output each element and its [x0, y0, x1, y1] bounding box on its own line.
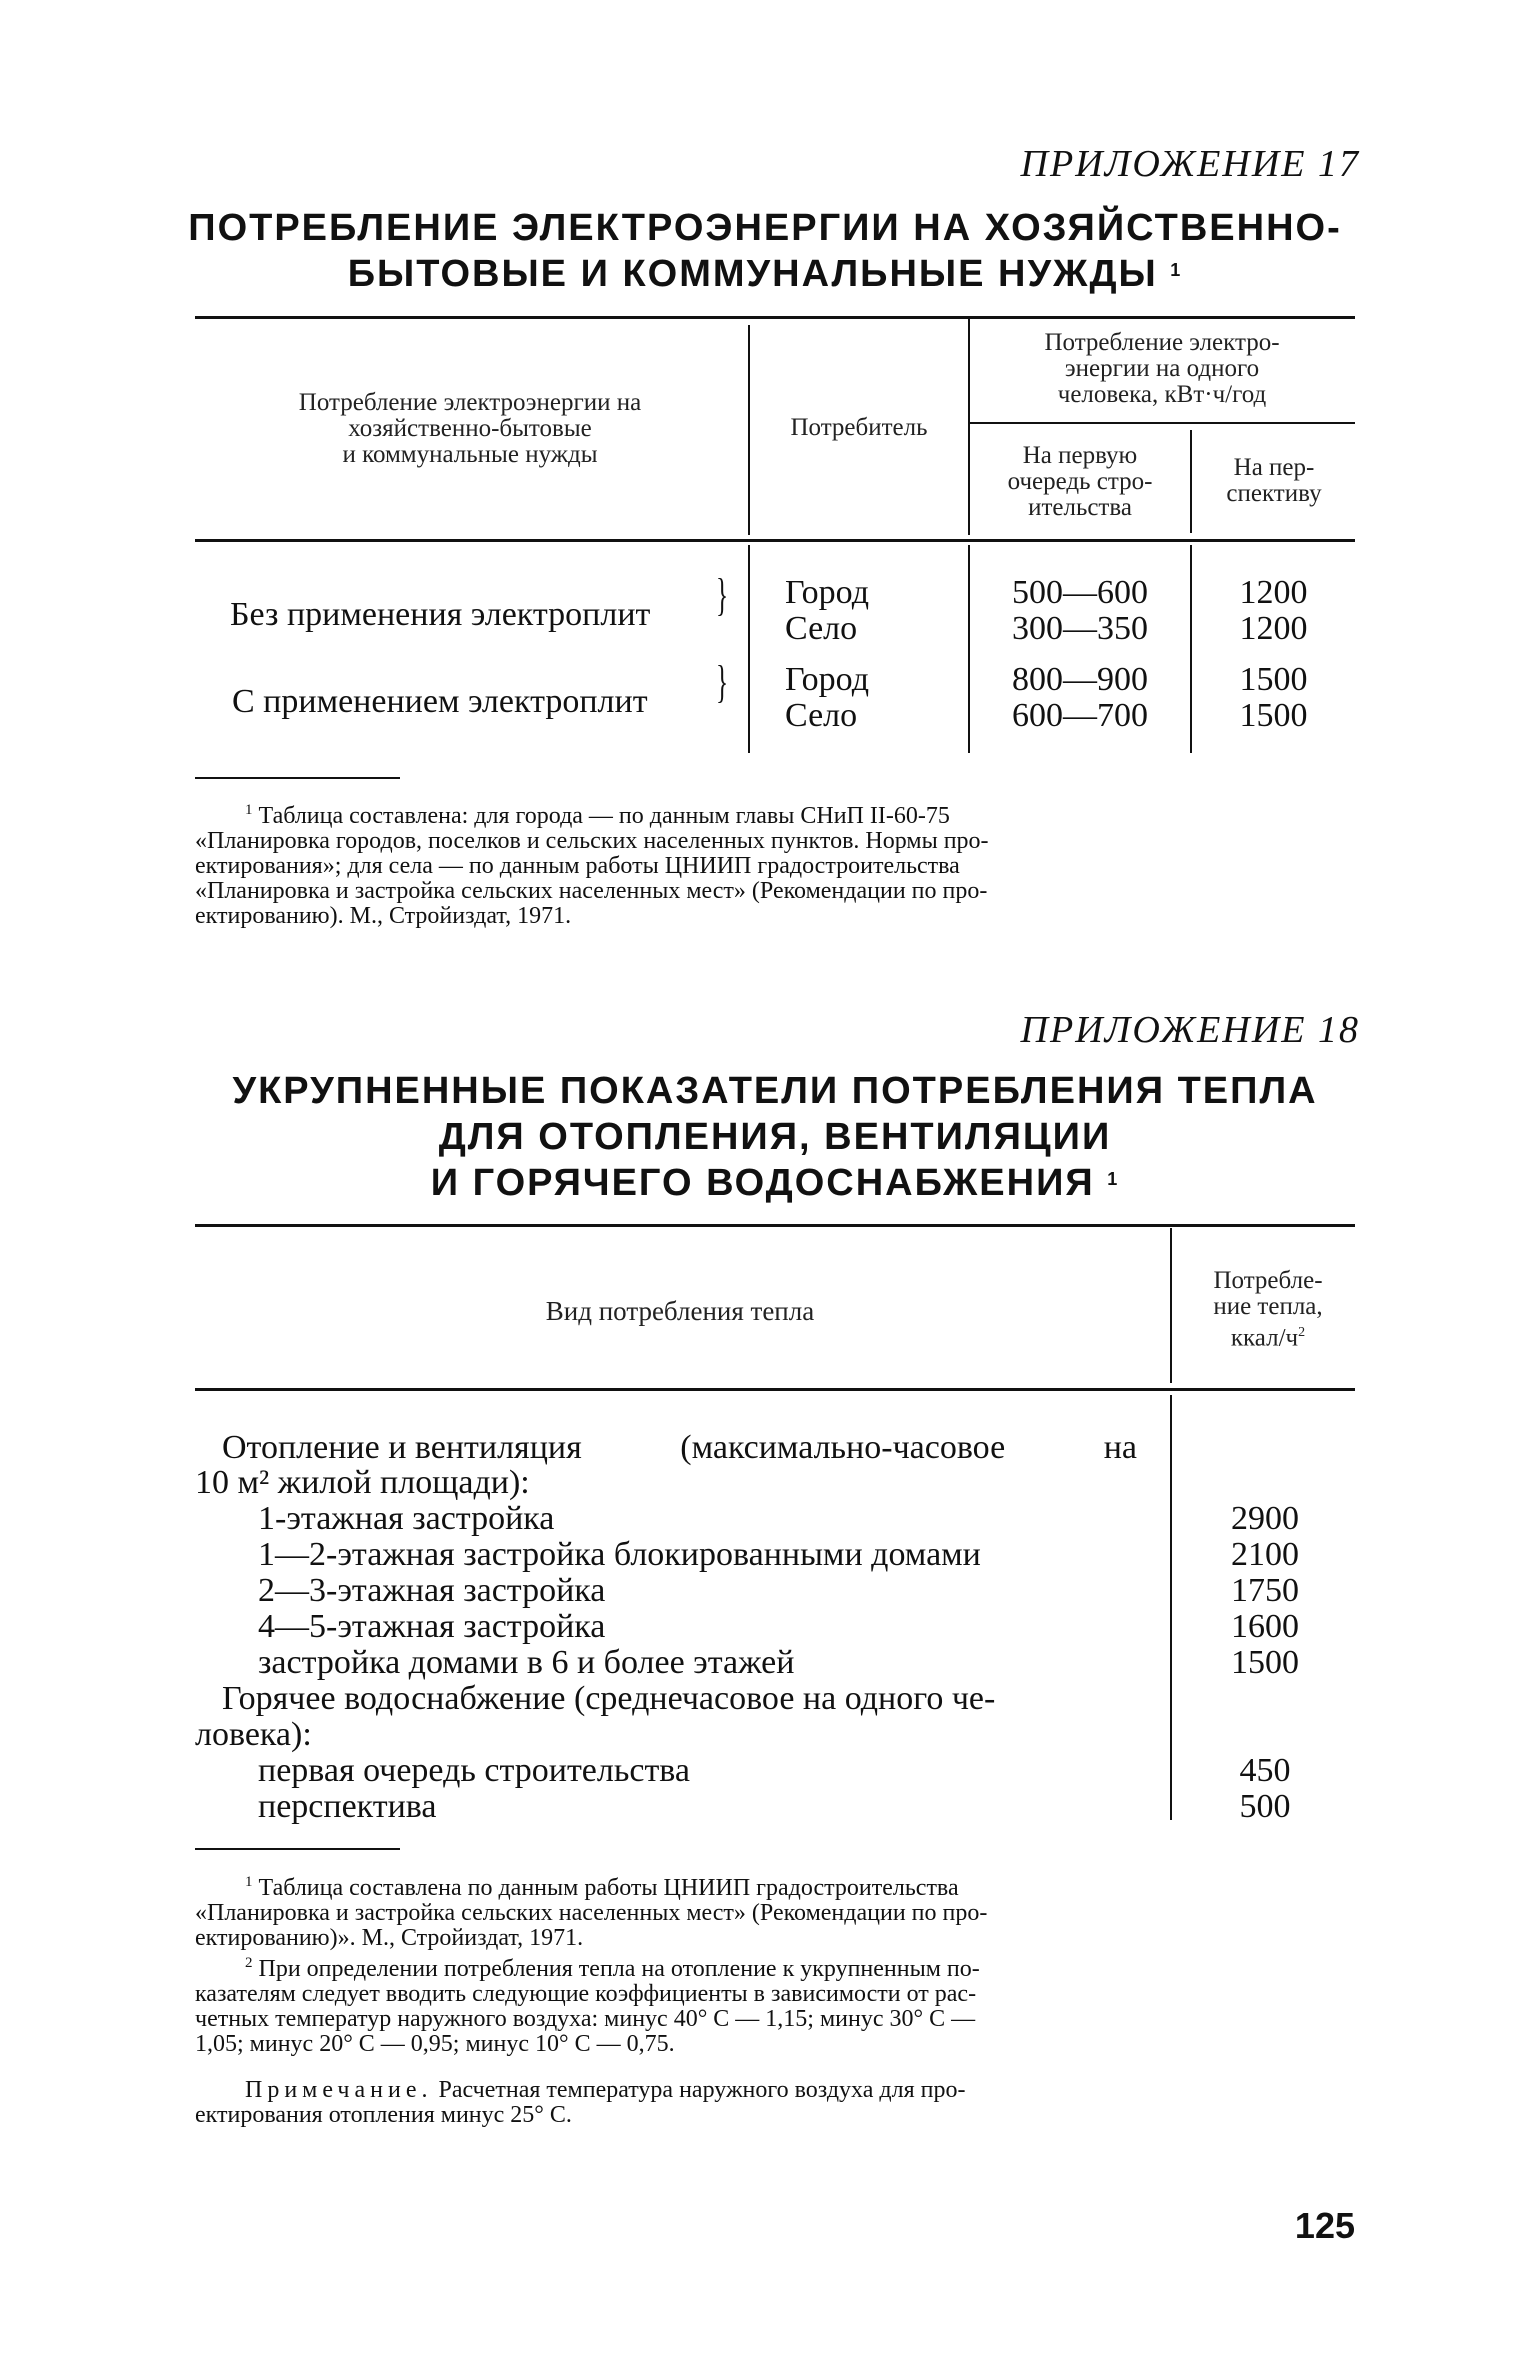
table-header-rule	[195, 539, 1355, 542]
list-item: перспектива	[258, 1788, 437, 1825]
consumer-city: Город	[785, 574, 869, 611]
brace-glyph: }	[716, 569, 729, 620]
list-item: 1—2-этажная застройка блокированными домами	[258, 1536, 981, 1573]
value-cell: 500—600	[1012, 574, 1148, 611]
table-top-rule	[195, 316, 1355, 319]
header-text: очередь стро-	[1007, 468, 1153, 495]
value-cell: 1500	[1239, 661, 1308, 698]
title-line: БЫТОВЫЕ И КОММУНАЛЬНЫЕ НУЖДЫ $^1$	[347, 253, 1183, 295]
group-heading: 10 м² жилой площади):	[195, 1464, 530, 1501]
footnote-text: При определении потребления тепла на отопление к укрупненным по-	[258, 1956, 980, 1982]
footnote-text: Таблица составлена по данным работы ЦНИИП градостроительства	[258, 1875, 959, 1901]
footnote	[195, 1870, 1355, 2057]
header-text: Потребле-	[1213, 1267, 1323, 1294]
value-cell: 300—350	[1012, 610, 1148, 647]
page-number: 125	[1294, 2205, 1355, 2246]
group-heading: ловека):	[195, 1716, 312, 1753]
value-cell: 600—700	[1012, 697, 1148, 734]
group-heading: Горячее водоснабжение (среднечасовое на одного че-	[222, 1680, 996, 1717]
footnote-text: «Планировка и застройка сельских населенных мест» (Рекомендации по про-	[195, 878, 988, 904]
footnote-ref: 2	[1298, 1325, 1306, 1340]
header-text: ительства	[1028, 494, 1132, 521]
table-header-rule	[195, 1388, 1355, 1391]
appendix-18-title	[195, 1068, 1355, 1206]
title-line: ПОТРЕБЛЕНИЕ ЭЛЕКТРОЭНЕРГИИ НА ХОЗЯЙСТВЕННО-	[188, 207, 1342, 249]
column-divider	[1170, 1228, 1172, 1383]
footnote-text: 1,05; минус 20° С — 0,95; минус 10° С — 0,75.	[195, 2031, 675, 2057]
consumer-cell	[785, 575, 965, 647]
header-text: Потребление электро-	[1044, 329, 1280, 356]
title-line: И ГОРЯЧЕГО ВОДОСНАБЖЕНИЯ $^1$	[430, 1162, 1120, 1204]
footnote	[195, 798, 1355, 929]
footnote-ref: 1	[1170, 260, 1183, 280]
footnote-text: «Планировка и застройка сельских населенных мест» (Рекомендации по про-	[195, 1900, 988, 1926]
subheader-rule	[970, 422, 1355, 424]
footnote-rule	[195, 1848, 400, 1850]
consumer-city: Город	[785, 661, 869, 698]
footnote-mark: 2	[245, 1955, 253, 1971]
row-label: С применением электроплит	[232, 683, 648, 720]
header-text: На первую	[1022, 442, 1138, 469]
header-text: Потребление электроэнергии на	[298, 389, 642, 416]
row-label: Без применения электроплит	[230, 596, 651, 633]
header-text: энергии на одного	[1064, 355, 1260, 382]
column-divider	[1190, 430, 1192, 533]
appendix-17-label: ПРИЛОЖЕНИЕ 17	[1020, 143, 1360, 185]
value-cell: 1750	[1231, 1572, 1299, 1609]
list-item: 1-этажная застройка	[258, 1500, 555, 1537]
first-stage-cell	[970, 662, 1190, 734]
value-cell: 800—900	[1012, 661, 1148, 698]
header-text: ние тепла,	[1213, 1293, 1323, 1320]
footnote-mark: 1	[245, 802, 253, 818]
header-cell-heat-type: Вид потребления тепла	[545, 1296, 815, 1326]
title-line: ДЛЯ ОТОПЛЕНИЯ, ВЕНТИЛЯЦИИ	[438, 1116, 1112, 1158]
footnote-text: ектированию). М., Стройиздат, 1971.	[195, 903, 572, 929]
appendix-17-title	[180, 205, 1350, 297]
header-text: и коммунальные нужды	[342, 441, 598, 468]
column-divider	[1170, 1395, 1172, 1820]
list-item: 4—5-этажная застройка	[258, 1608, 606, 1645]
text-span: (максимально-часовое	[680, 1429, 1006, 1466]
first-stage-cell	[970, 575, 1190, 647]
header-cell-consumer: Потребитель	[790, 414, 928, 441]
consumer-cell	[785, 662, 965, 734]
consumer-village: Село	[785, 610, 858, 647]
note-label: Примечание.	[245, 2077, 433, 2103]
header-text: На пер-	[1233, 454, 1315, 481]
consumer-village: Село	[785, 697, 858, 734]
group-heading	[222, 1430, 1137, 1466]
footnote-text: ектирования»; для села — по данным работы ЦНИИП градостроительства	[195, 853, 960, 879]
header-text: ккал/$ч^2$	[1230, 1324, 1306, 1352]
footnote-text: четных температур наружного воздуха: минус 40° С — 1,15; минус 30° С —	[195, 2006, 976, 2032]
header-text: хозяйственно-бытовые	[348, 415, 592, 442]
footnote-text: казателям следует вводить следующие коэффициенты в зависимости от рас-	[195, 1981, 977, 2007]
footnote-text: Таблица составлена: для города — по данным главы СНиП II-60-75	[258, 803, 950, 829]
future-cell	[1192, 662, 1355, 734]
header-cell-heat-consumption	[1178, 1268, 1358, 1351]
header-text: спективу	[1226, 480, 1322, 507]
header-cell-consumption	[972, 330, 1352, 408]
value-cell: 1200	[1239, 574, 1308, 611]
footnote-ref: 1	[1107, 1169, 1120, 1189]
value-cell: 2900	[1231, 1500, 1299, 1537]
column-divider	[968, 318, 970, 535]
header-text: человека, кВт·ч/год	[1057, 381, 1267, 408]
value-cell: 2100	[1231, 1536, 1299, 1573]
title-line: УКРУПНЕННЫЕ ПОКАЗАТЕЛИ ПОТРЕБЛЕНИЯ ТЕПЛА	[232, 1070, 1318, 1112]
value-cell: 1500	[1231, 1644, 1299, 1681]
footnote-rule	[195, 777, 400, 779]
value-cell: 1500	[1239, 697, 1308, 734]
footnote-mark: 1	[245, 1874, 253, 1890]
header-cell-future	[1194, 455, 1354, 507]
list-items-heating	[258, 1501, 1158, 1681]
value-cell: 450	[1239, 1752, 1291, 1789]
note-text: ектирования отопления минус 25° С.	[195, 2102, 572, 2128]
column-divider	[748, 545, 750, 753]
list-item: 2—3-этажная застройка	[258, 1572, 606, 1609]
header-cell-first-stage	[972, 443, 1188, 521]
value-cell: 1200	[1239, 610, 1308, 647]
note	[195, 2078, 1355, 2128]
appendix-18-label: ПРИЛОЖЕНИЕ 18	[1020, 1009, 1360, 1051]
text-span: Отопление и вентиляция	[222, 1429, 582, 1466]
values-heating	[1175, 1501, 1355, 1681]
future-cell	[1192, 575, 1355, 647]
value-cell: 1600	[1231, 1608, 1299, 1645]
header-cell-usage	[200, 390, 740, 468]
value-cell: 500	[1239, 1788, 1291, 1825]
table-top-rule	[195, 1224, 1355, 1227]
footnote-text: «Планировка городов, поселков и сельских населенных пунктов. Нормы про-	[195, 828, 989, 854]
text-span: на	[1103, 1429, 1137, 1466]
footnote-text: ектированию)». М., Стройиздат, 1971.	[195, 1925, 584, 1951]
column-divider	[748, 325, 750, 535]
brace-glyph: }	[716, 656, 729, 707]
note-text: Расчетная температура наружного воздуха для про-	[438, 2077, 966, 2103]
list-item: застройка домами в 6 и более этажей	[258, 1644, 795, 1681]
list-item: первая очередь строительства	[258, 1752, 691, 1789]
list-items-hot-water	[258, 1753, 1158, 1825]
values-hot-water	[1175, 1753, 1355, 1825]
